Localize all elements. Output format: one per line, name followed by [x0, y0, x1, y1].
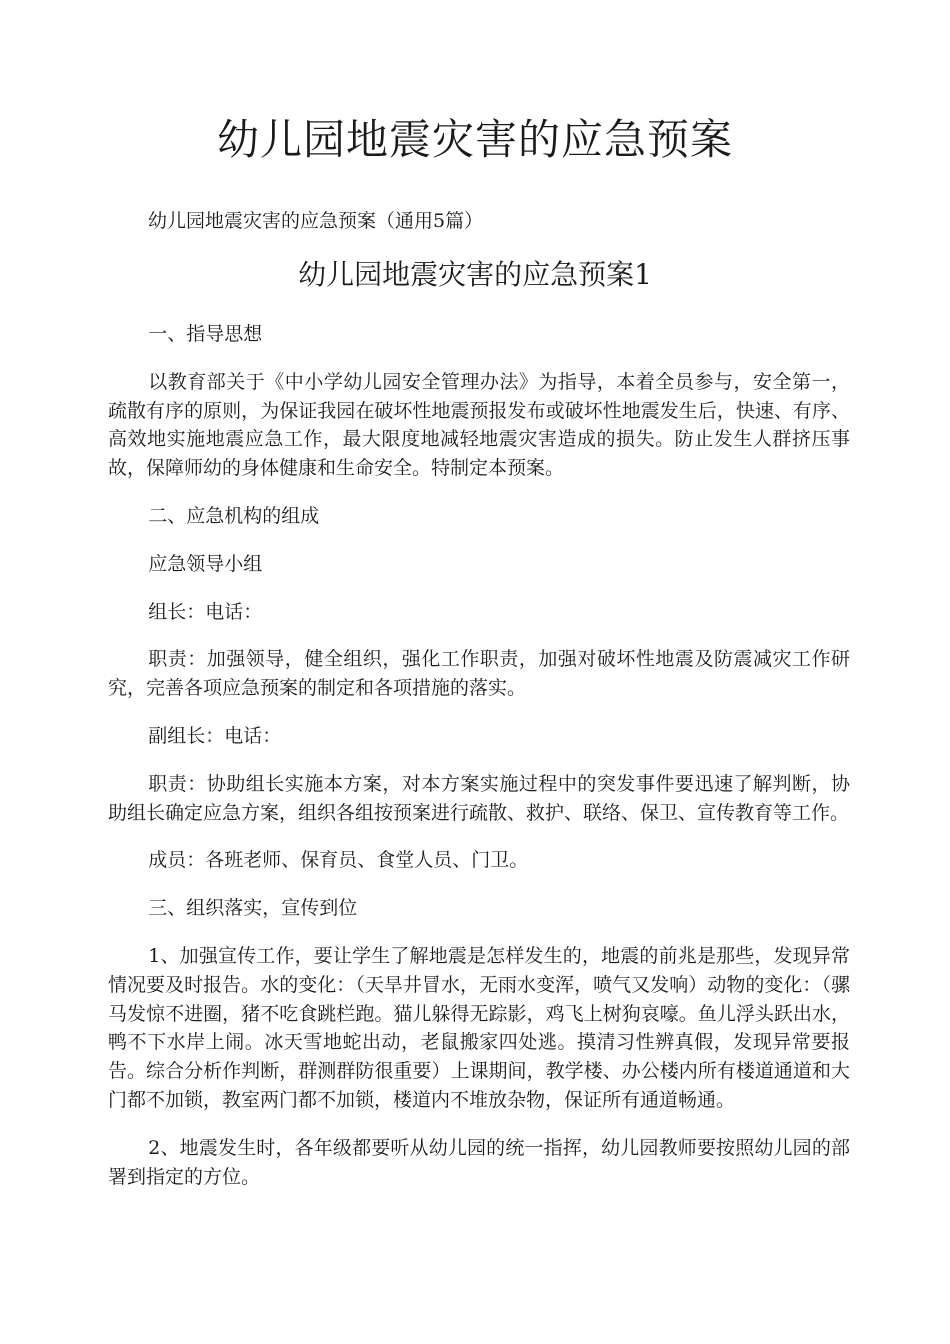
paragraph-item-2: 2、地震发生时，各年级都要听从幼儿园的统一指挥，幼儿园教师要按照幼儿园的部署到指定的方位。 [108, 1136, 850, 1188]
label-leadership-group: 应急领导小组 [148, 552, 263, 575]
document-subtitle: 幼儿园地震灾害的应急预案（通用5篇） [148, 210, 484, 232]
heading-emergency-organization: 二、应急机构的组成 [148, 504, 320, 527]
label-deputy-leader: 副组长：电话： [148, 724, 282, 747]
paragraph-leader-duties: 职责：加强领导，健全组织，强化工作职责，加强对破坏性地震及防震减灾工作研究，完善各项应急预案的制定和各项措施的落实。 [108, 648, 850, 700]
paragraph-item-1: 1、加强宣传工作，要让学生了解地震是怎样发生的，地震的前兆是那些，发现异常情况要及时报告。水的变化：（天旱井冒水，无雨水变浑，喷气又发响）动物的变化：（骡马发惊不进圈，猪不吃食跳栏跑。猫儿躲得无踪影，鸡飞上树狗哀嚎。鱼儿浮头跃出水，鸭不下水岸上闹。冰天雪地蛇出动，老鼠搬家四处逃。摸清习性辨真假，发现异常要报告。综合分析作判断，群测群防很重要）上课期间，教学楼、办公楼内所有楼道通道和大门都不加锁，教室两门都不加锁，楼道内不堆放杂物，保证所有通道畅通。 [108, 944, 850, 1111]
heading-organization-publicity: 三、组织落实，宣传到位 [148, 897, 358, 920]
paragraph-members: 成员：各班老师、保育员、食堂人员、门卫。 [148, 849, 529, 872]
heading-guiding-ideology: 一、指导思想 [148, 323, 263, 345]
paragraph-guiding-ideology: 以教育部关于《中小学幼儿园安全管理办法》为指导，本着全员参与，安全第一，疏散有序的原则，为保证我园在破坏性地震预报发布或破坏性地震发生后，快速、有序、高效地实施地震应急工作，最大限度地减轻地震灾害造成的损失。防止发生人群挤压事故，保障师幼的身体健康和生命安全。特制定本预案。 [108, 370, 850, 480]
section-title: 幼儿园地震灾害的应急预案1 [298, 258, 652, 291]
document-body [108, 320, 850, 1210]
paragraph-deputy-duties: 职责：协助组长实施本方案，对本方案实施过程中的突发事件要迅速了解判断，协助组长确定应急方案，组织各组按预案进行疏散、救护、联络、保卫、宣传教育等工作。 [108, 772, 850, 824]
label-group-leader: 组长：电话： [148, 600, 263, 623]
document-title: 幼儿园地震灾害的应急预案 [216, 115, 733, 164]
